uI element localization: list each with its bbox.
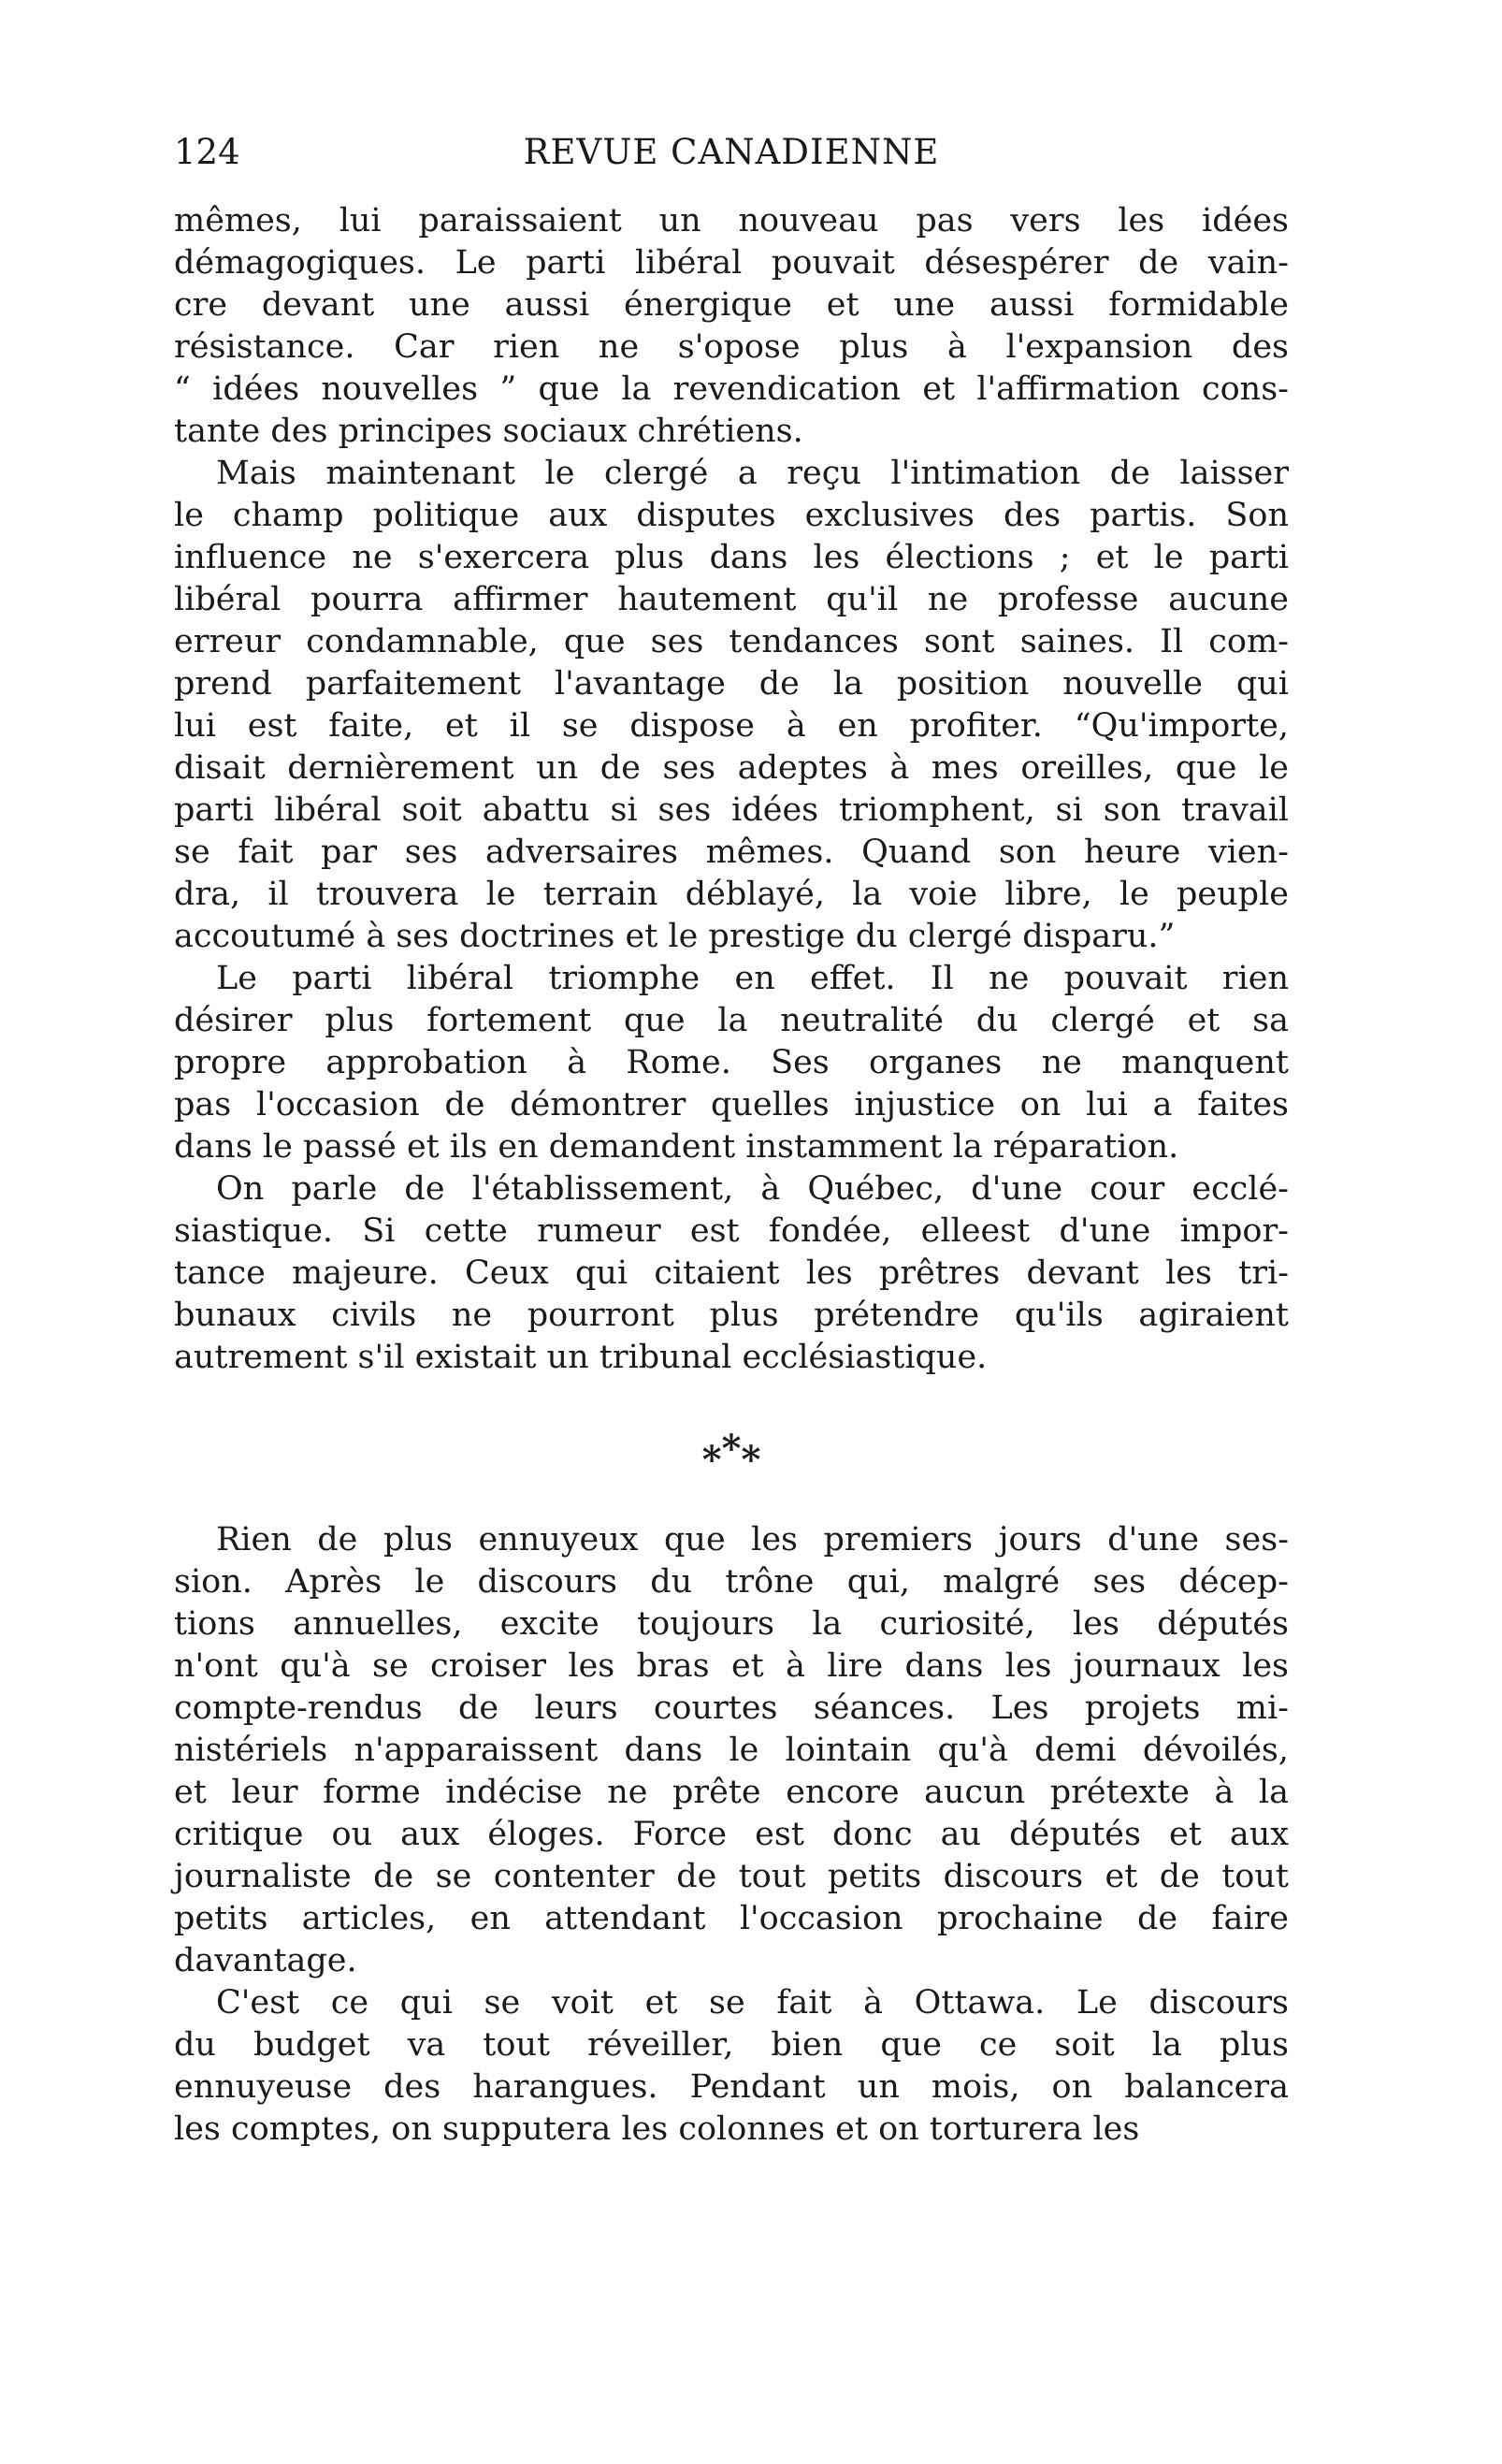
text-section-2 [174,1519,1289,2151]
text-line: Mais maintenant le clergé a reçu l'intimation de laisser [216,455,1289,492]
text-line: On parle de l'établissement, à Québec, d'une cour ecclé- [216,1170,1289,1208]
section-separator [174,1427,1289,1484]
text-line: “ idées nouvelles ” que la revendication et l'affirmation cons- [174,370,1289,408]
text-line: petits articles, en attendant l'occasion prochaine de faire [174,1900,1289,1937]
text-line: mêmes, lui paraissaient un nouveau pas vers les idées [174,202,1289,239]
text-line: le champ politique aux disputes exclusives des partis. Son [174,497,1289,534]
text-line: dans le passé et ils en demandent instamment la réparation. [174,1128,1179,1166]
text-line: libéral pourra affirmer hautement qu'il ne professe aucune [174,581,1289,618]
text-line: démagogiques. Le parti libéral pouvait désespérer de vain- [174,244,1289,282]
page-header [174,129,1289,176]
text-line: cre devant une aussi énergique et une aussi formidable [174,286,1289,324]
text-line: désirer plus fortement que la neutralité du clergé et sa [174,1002,1289,1039]
text-line: nistériels n'apparaissent dans le lointain qu'à demi dévoilés, [174,1732,1289,1769]
text-line: propre approbation à Rome. Ses organes ne manquent [174,1044,1289,1081]
text-line: C'est ce qui se voit et se fait à Ottawa. Le discours [216,1984,1289,2022]
text-line: pas l'occasion de démontrer quelles injustice on lui a faites [174,1086,1289,1123]
text-line: davantage. [174,1942,357,1979]
text-line: et leur forme indécise ne prête encore aucun prétexte à la [174,1774,1289,1811]
text-line: journaliste de se contenter de tout petits discours et de tout [174,1858,1289,1895]
text-line: Le parti libéral triomphe en effet. Il ne pouvait rien [216,960,1289,997]
text-line: erreur condamnable, que ses tendances sont saines. Il com- [174,623,1289,660]
paragraph [174,1519,1289,1982]
text-line: disait dernièrement un de ses adeptes à mes oreilles, que le [174,749,1289,787]
text-line: résistance. Car rien ne s'opose plus à l'expansion des [174,328,1289,366]
paragraph [174,1982,1289,2151]
text-line: autrement s'il existait un tribunal ecclésiastique. [174,1339,988,1376]
text-line: tante des principes sociaux chrétiens. [174,413,803,450]
running-title: REVUE CANADIENNE [523,132,940,172]
paragraph [174,200,1289,453]
text-line: Rien de plus ennuyeux que les premiers jours d'une ses- [216,1521,1289,1558]
text-line: lui est faite, et il se dispose à en profiter. “Qu'importe, [174,707,1289,745]
text-line: accoutumé à ses doctrines et le prestige du clergé disparu.” [174,918,1176,955]
text-line: tions annuelles, excite toujours la curiosité, les députés [174,1605,1289,1643]
text-line: tance majeure. Ceux qui citaient les prêtres devant les tri- [174,1254,1289,1292]
text-line: sion. Après le discours du trône qui, malgré ses décep- [174,1563,1289,1601]
separator-star-left: * [701,1438,722,1482]
text-line: dra, il trouvera le terrain déblayé, la voie libre, le peuple [174,876,1289,913]
paragraph [174,1168,1289,1379]
separator-star-middle: * [721,1427,742,1471]
text-line: influence ne s'exercera plus dans les élections ; et le parti [174,539,1289,576]
text-line: se fait par ses adversaires mêmes. Quand son heure vien- [174,833,1289,871]
text-line: du budget va tout réveiller, bien que ce soit la plus [174,2026,1289,2064]
text-line: critique ou aux éloges. Force est donc au députés et aux [174,1816,1289,1853]
text-section-1 [174,200,1289,1379]
text-line: prend parfaitement l'avantage de la position nouvelle qui [174,665,1289,703]
text-line: les comptes, on supputera les colonnes et on torturera les [174,2110,1140,2148]
paragraph [174,958,1289,1168]
text-line: ennuyeuse des harangues. Pendant un mois, on balancera [174,2068,1289,2106]
text-line: bunaux civils ne pourront plus prétendre qu'ils agiraient [174,1297,1289,1334]
separator-star-right: * [741,1438,761,1482]
paragraph [174,453,1289,958]
text-line: compte-rendus de leurs courtes séances. Les projets mi- [174,1689,1289,1727]
text-line: siastique. Si cette rumeur est fondée, elleest d'une impor- [174,1212,1289,1250]
page-number: 124 [174,132,240,172]
text-line: parti libéral soit abattu si ses idées triomphent, si son travail [174,791,1289,829]
text-line: n'ont qu'à se croiser les bras et à lire dans les journaux les [174,1647,1289,1685]
